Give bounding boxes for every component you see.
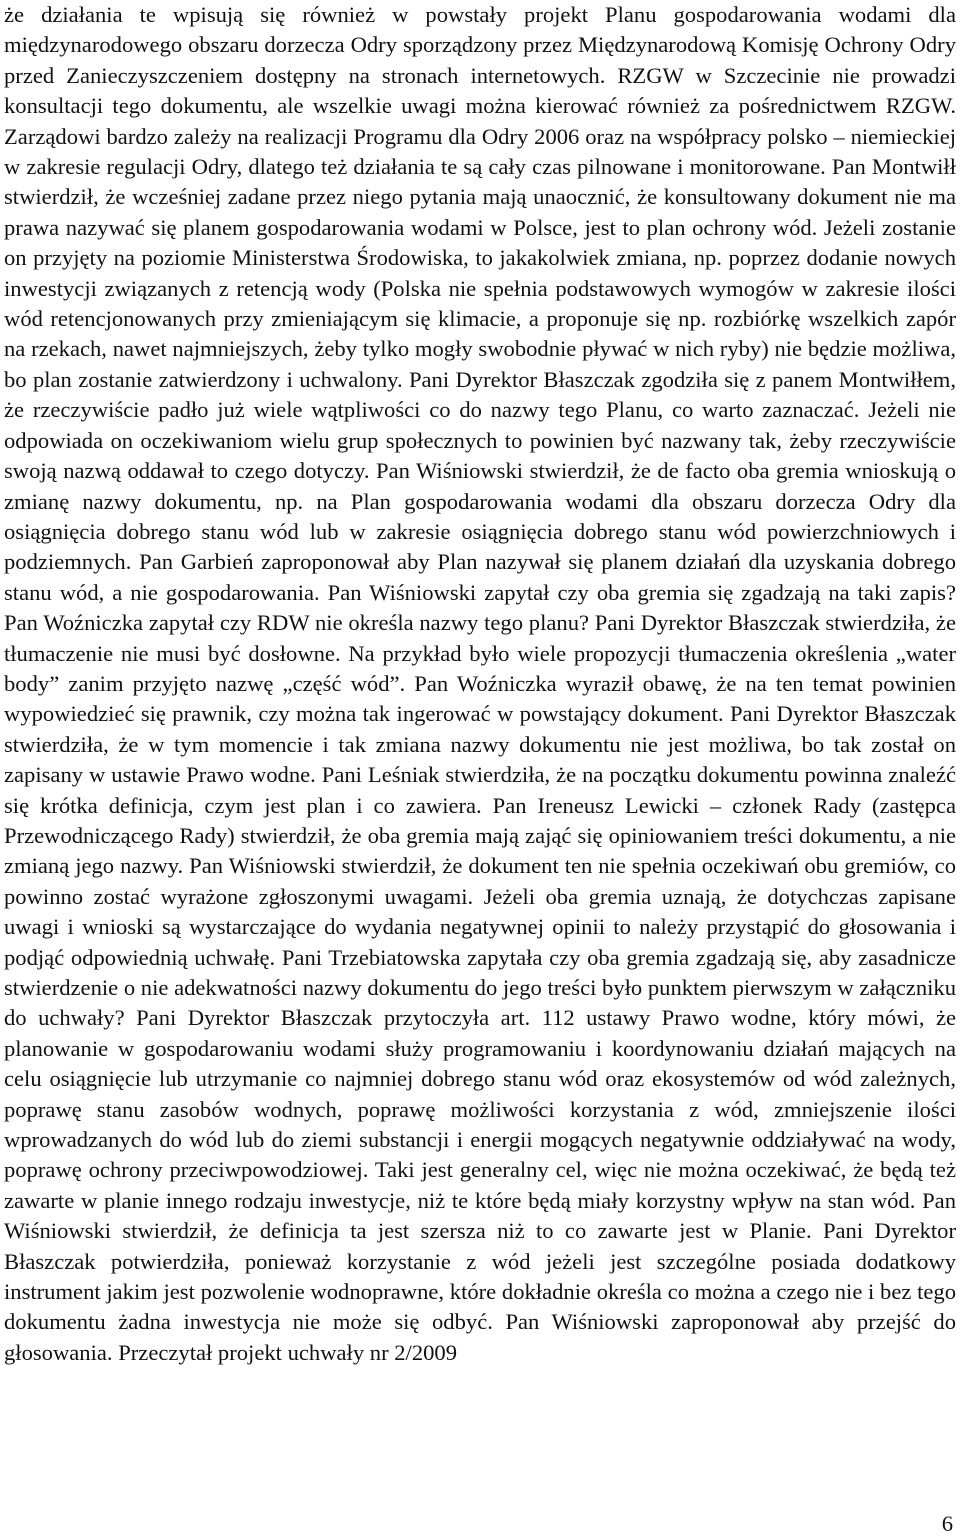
page-number: 6 [941,1511,953,1536]
body-paragraph: że działania te wpisują się również w powstały projekt Planu gospodarowania wodami dla międzynarodowego obszaru dorzecza Odry sporządzony przez Międzynarodową Komisję Ochrony Odry przed Zanieczyszczeniem dostępny na stronach internetowych. RZGW w Szczecinie nie prowadzi konsultacji tego dokumentu, ale wszelkie uwagi można kierować również za pośrednictwem RZGW. Zarządowi bardzo zależy na realizacji Programu dla Odry 2006 oraz na współpracy polsko – niemieckiej w zakresie regulacji Odry, dlatego też działania te są cały czas pilnowane i monitorowane. Pan Montwiłł stwierdził, że wcześniej zadane przez niego pytania mają unaocznić, że konsultowany dokument nie ma prawa nazywać się planem gospodarowania wodami w Polsce, jest to plan ochrony wód. Jeżeli zostanie on przyjęty na poziomie Ministerstwa Środowiska, to jakakolwiek zmiana, np. poprzez dodanie nowych inwestycji związanych z retencją wody (Polska nie spełnia podstawowych wymogów w zakresie ilości wód retencjonowanych przy zmieniającym się klimacie, a proponuje się np. rozbiórkę wszelkich zapór na rzekach, nawet najmniejszych, żeby tylko mogły swobodnie pływać w nich ryby) nie będzie możliwa, bo plan zostanie zatwierdzony i uchwalony. Pani Dyrektor Błaszczak zgodziła się z panem Montwiłłem, że rzeczywiście padło już wiele wątpliwości co do nazwy tego Planu, co warto zaznaczać. Jeżeli nie odpowiada on oczekiwaniom wielu grup społecznych to powinien być nazwany tak, żeby rzeczywiście swoją nazwą oddawał to czego dotyczy. Pan Wiśniowski stwierdził, że de facto oba gremia wnioskują o zmianę nazwy dokumentu, np. na Plan gospodarowania wodami dla obszaru dorzecza Odry dla osiągnięcia dobrego stanu wód lub w zakresie osiągnięcia dobrego stanu wód powierzchniowych i podziemnych. Pan Garbień zaproponował aby Plan nazywał się planem działań dla uzyskania dobrego stanu wód, a nie gospodarowania. Pan Wiśniowski zapytał czy oba gremia się zgadzają na taki zapis? Pan Woźniczka zapytał czy RDW nie określa nazwy tego planu? Pani Dyrektor Błaszczak stwierdziła, że tłumaczenie nie musi być dosłowne. Na przykład było wiele propozycji tłumaczenia określenia „water body” zanim przyjęto nazwę „część wód”. Pan Woźniczka wyraził obawę, że na ten temat powinien wypowiedzieć się prawnik, czy można tak ingerować w powstający dokument. Pani Dyrektor Błaszczak stwierdziła, że w tym momencie i tak zmiana nazwy dokumentu nie jest możliwa, bo tak został on zapisany w ustawie Prawo wodne. Pani Leśniak stwierdziła, że na początku dokumentu powinna znaleźć się krótka definicja, czym jest plan i co zawiera. Pan Ireneusz Lewicki – członek Rady (zastępca Przewodniczącego Rady) stwierdził, że oba gremia mają zająć się opiniowaniem treści dokumentu, a nie zmianą jego nazwy. Pan Wiśniowski stwierdził, że dokument ten nie spełnia oczekiwań obu gremiów, co powinno zostać wyrażone zgłoszonymi uwagami. Jeżeli oba gremia uznają, że dotychczas zapisane uwagi i wnioski są wystarczające do wydania negatywnej opinii to należy przystąpić do głosowania i podjąć odpowiednią uchwałę. Pani Trzebiatowska zapytała czy oba gremia zgadzają się, aby zasadnicze stwierdzenie o nie adekwatności nazwy dokumentu do jego treści było punktem pierwszym w załączniku do uchwały? Pani Dyrektor Błaszczak przytoczyła art. 112 ustawy Prawo wodne, który mówi, że planowanie w gospodarowaniu wodami służy programowaniu i koordynowaniu działań mających na celu osiągnięcie lub utrzymanie co najmniej dobrego stanu wód oraz ekosystemów od wód zależnych, poprawę stanu zasobów wodnych, poprawę możliwości korzystania z wód, zmniejszenie ilości wprowadzanych do wód lub do ziemi substancji i energii mogących negatywnie oddziaływać na wody, poprawę ochrony przeciwpowodziowej. Taki jest generalny cel, więc nie można oczekiwać, że będą też zawarte w planie innego rodzaju inwestycje, niż te które będą miały korzystny wpływ na stan wód. Pan Wiśniowski stwierdził, że definicja ta jest szersza niż to co zawarte jest w Planie. Pani Dyrektor Błaszczak potwierdziła, ponieważ korzystanie z wód jeżeli jest szczególne posiada dodatkowy instrument jakim jest pozwolenie wodnoprawne, które dokładnie określa co można a czego nie i bez tego dokumentu żadna inwestycja nie może się odbyć. Pan Wiśniowski zaproponował aby przejść do głosowania. Przeczytał projekt uchwały nr 2/2009 [4,2,956,1365]
document-page [4,0,956,1368]
